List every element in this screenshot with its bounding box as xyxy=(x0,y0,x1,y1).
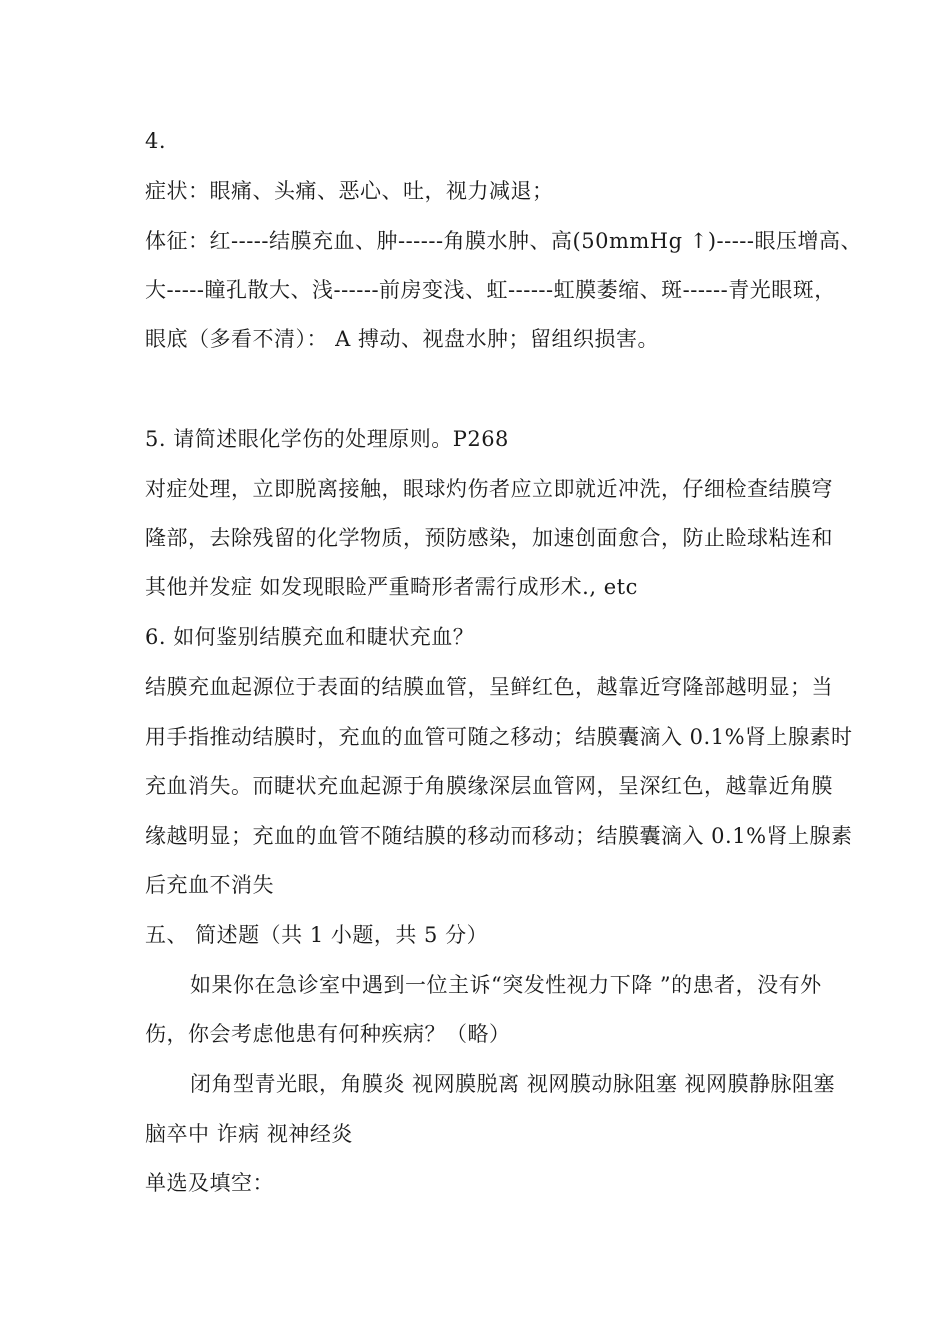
signs-line-1: 体征：红-----结膜充血、肿------角膜水肿、高(50mmHg ↑)-----眼压增高、 xyxy=(145,229,862,253)
signs-line-2: 大-----瞳孔散大、浅------前房变浅、虹------虹膜萎缩、斑------青光眼斑， xyxy=(145,278,836,302)
answer-6-line-5: 后充血不消失 xyxy=(145,873,274,897)
essay-answer-line-1: 闭角型青光眼，角膜炎 视网膜脱离 视网膜动脉阻塞 视网膜静脉阻塞 xyxy=(190,1072,836,1096)
question-6-heading: 6. 如何鉴别结膜充血和睫状充血？ xyxy=(145,625,475,649)
question-5-heading: 5. 请简述眼化学伤的处理原则。P268 xyxy=(145,427,509,451)
essay-question-line-2: 伤，你会考虑他患有何种疾病？（略） xyxy=(145,1022,511,1046)
answer-6-line-4: 缘越明显；充血的血管不随结膜的移动而移动；结膜囊滴入 0.1%肾上腺素 xyxy=(145,824,853,848)
symptoms-line: 症状：眼痛、头痛、恶心、吐，视力减退； xyxy=(145,179,554,203)
answer-5-line-1: 对症处理，立即脱离接触，眼球灼伤者应立即就近冲洗，仔细检查结膜穹 xyxy=(145,477,833,501)
next-section-heading: 单选及填空： xyxy=(145,1171,274,1195)
answer-5-line-2: 隆部，去除残留的化学物质，预防感染，加速创面愈合，防止睑球粘连和 xyxy=(145,526,833,550)
answer-6-line-2: 用手指推动结膜时，充血的血管可随之移动；结膜囊滴入 0.1%肾上腺素时 xyxy=(145,725,853,749)
answer-6-line-3: 充血消失。而睫状充血起源于角膜缘深层血管网，呈深红色，越靠近角膜 xyxy=(145,774,833,798)
section-5-heading: 五、 简述题（共 1 小题，共 5 分） xyxy=(145,923,489,947)
question-4-number: 4. xyxy=(145,129,167,153)
essay-question-line-1: 如果你在急诊室中遇到一位主诉“突发性视力下降 ”的患者，没有外 xyxy=(190,973,822,997)
essay-answer-line-2: 脑卒中 诈病 视神经炎 xyxy=(145,1122,353,1146)
answer-5-line-3: 其他并发症 如发现眼睑严重畸形者需行成形术., etc xyxy=(145,575,638,599)
signs-line-3: 眼底（多看不清）： A 搏动、视盘水肿；留组织损害。 xyxy=(145,327,660,351)
answer-6-line-1: 结膜充血起源位于表面的结膜血管，呈鲜红色，越靠近穹隆部越明显；当 xyxy=(145,675,833,699)
